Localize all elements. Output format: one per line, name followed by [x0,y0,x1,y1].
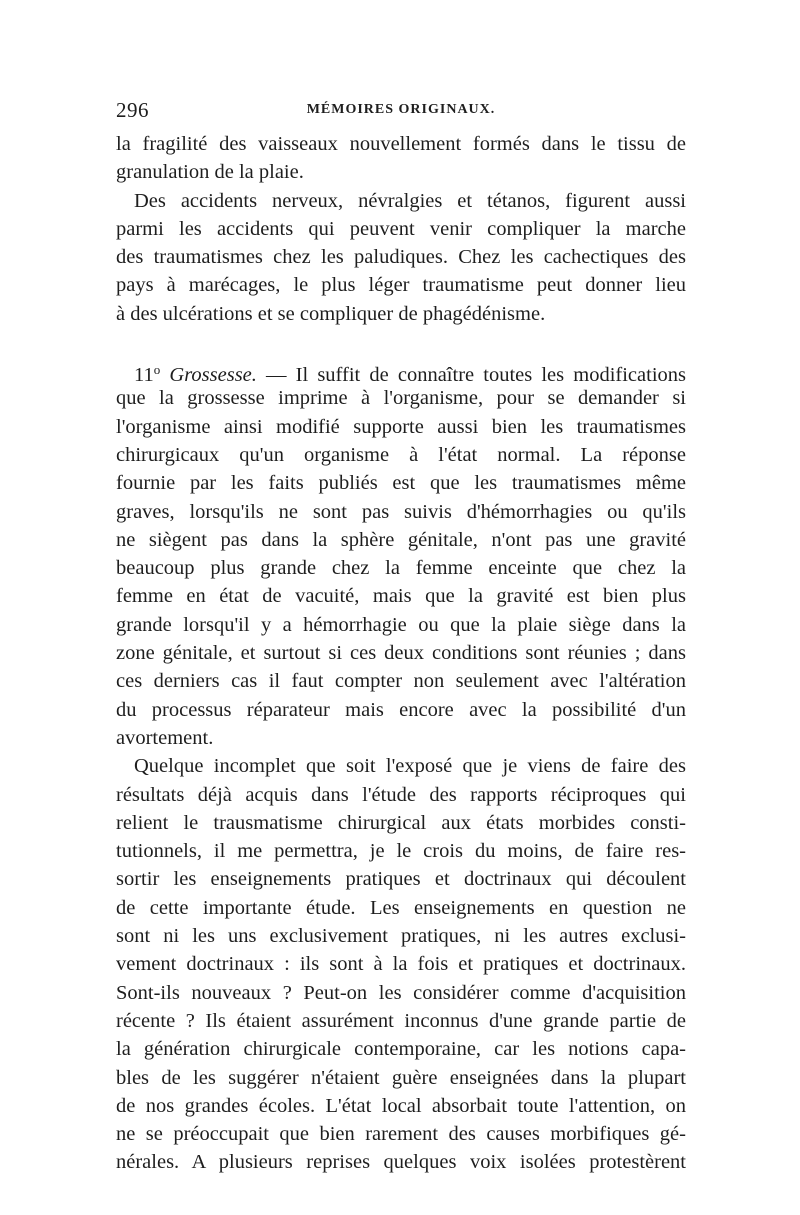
text-line: sont ni les uns exclusivement pratiques, ni les autres exclusi- [116,925,686,948]
text-line: Sont-ils nouveaux ? Peut-on les considérer comme d'acquisition [116,981,686,1004]
text-line: beaucoup plus grande chez la femme enceinte que chez la [116,557,686,580]
text-line: chirurgicaux qu'un organisme à l'état normal. La réponse [116,443,686,466]
text-line: à des ulcérations et se compliquer de phagédénisme. [116,302,546,325]
text-line: avortement. [116,726,214,749]
text-line: fournie par les faits publiés est que les traumatismes même [116,472,686,495]
paragraph-nervous-accidents [116,187,686,328]
text-line: des traumatismes chez les paludiques. Chez les cachectiques des [116,246,686,269]
text-line: bles de les suggérer n'étaient guère enseignées dans la plupart [116,1066,686,1089]
section-number: 11 [134,364,154,387]
text-line: zone génitale, et surtout si ces deux conditions sont réunies ; dans [116,642,686,665]
text-line: sortir les enseignements pratiques et doctrinaux qui découlent [116,868,686,891]
section-first-line-text: — Il suffit de connaître toutes les modifications [256,364,686,387]
running-head [116,98,686,124]
section-ordinal-suffix: o [153,362,161,378]
text-line: graves, lorsqu'ils ne sont pas suivis d'hémorrhagies ou qu'ils [116,500,686,523]
page-number: 296 [116,98,149,122]
text-line: Des accidents nerveux, névralgies et tétanos, figurent aussi [134,189,686,212]
section-spacer [116,328,686,356]
text-line: pays à marécages, le plus léger traumatisme peut donner lieu [116,274,686,297]
text-line: de nos grandes écoles. L'état local absorbait toute l'attention, on [116,1094,686,1117]
body-text [116,130,686,1177]
text-line: ne siègent pas dans la sphère génitale, n'ont pas une gravité [116,528,686,551]
running-title: MÉMOIRES ORIGINAUX. [306,102,496,117]
text-line: nérales. A plusieurs reprises quelques voix isolées protestèrent [116,1151,686,1174]
paragraph-continuation [116,130,686,187]
text-line: la fragilité des vaisseaux nouvellement formés dans le tissu de [116,133,686,155]
text-line: granulation de la plaie. [116,161,304,184]
text-line: la génération chirurgicale contemporaine, car les notions capa- [116,1038,686,1061]
section-first-line [116,356,686,387]
text-line: relient le trausmatisme chirurgical aux états morbides consti- [116,811,686,834]
text-line: Quelque incomplet que soit l'exposé que je viens de faire des [134,755,686,778]
text-line: ne se préoccupait que bien rarement des causes morbifiques gé- [116,1123,686,1146]
text-line: que la grossesse imprime à l'organisme, pour se demander si [116,387,686,410]
text-line: tutionnels, il me permettra, je le crois du moins, de faire res- [116,840,686,863]
section-grossesse [116,356,686,752]
text-line: récente ? Ils étaient assurément inconnus d'une grande partie de [116,1009,686,1032]
text-line: du processus réparateur mais encore avec la possibilité d'un [116,698,686,721]
text-line: ces derniers cas il faut compter non seulement avec l'altération [116,670,686,693]
text-line: l'organisme ainsi modifié supporte aussi bien les traumatismes [116,415,686,438]
text-line: femme en état de vacuité, mais que la gravité est bien plus [116,585,686,608]
text-line: résultats déjà acquis dans l'étude des rapports réciproques qui [116,783,686,806]
text-line: parmi les accidents qui peuvent venir compliquer la marche [116,217,686,240]
text-line: de cette importante étude. Les enseignements en question ne [116,896,686,919]
section-title: Grossesse. [169,364,257,387]
text-line: vement doctrinaux : ils sont à la fois et pratiques et doctrinaux. [116,953,686,976]
paragraph-conclusion [116,752,686,1176]
text-line: grande lorsqu'il y a hémorrhagie ou que la plaie siège dans la [116,613,686,636]
